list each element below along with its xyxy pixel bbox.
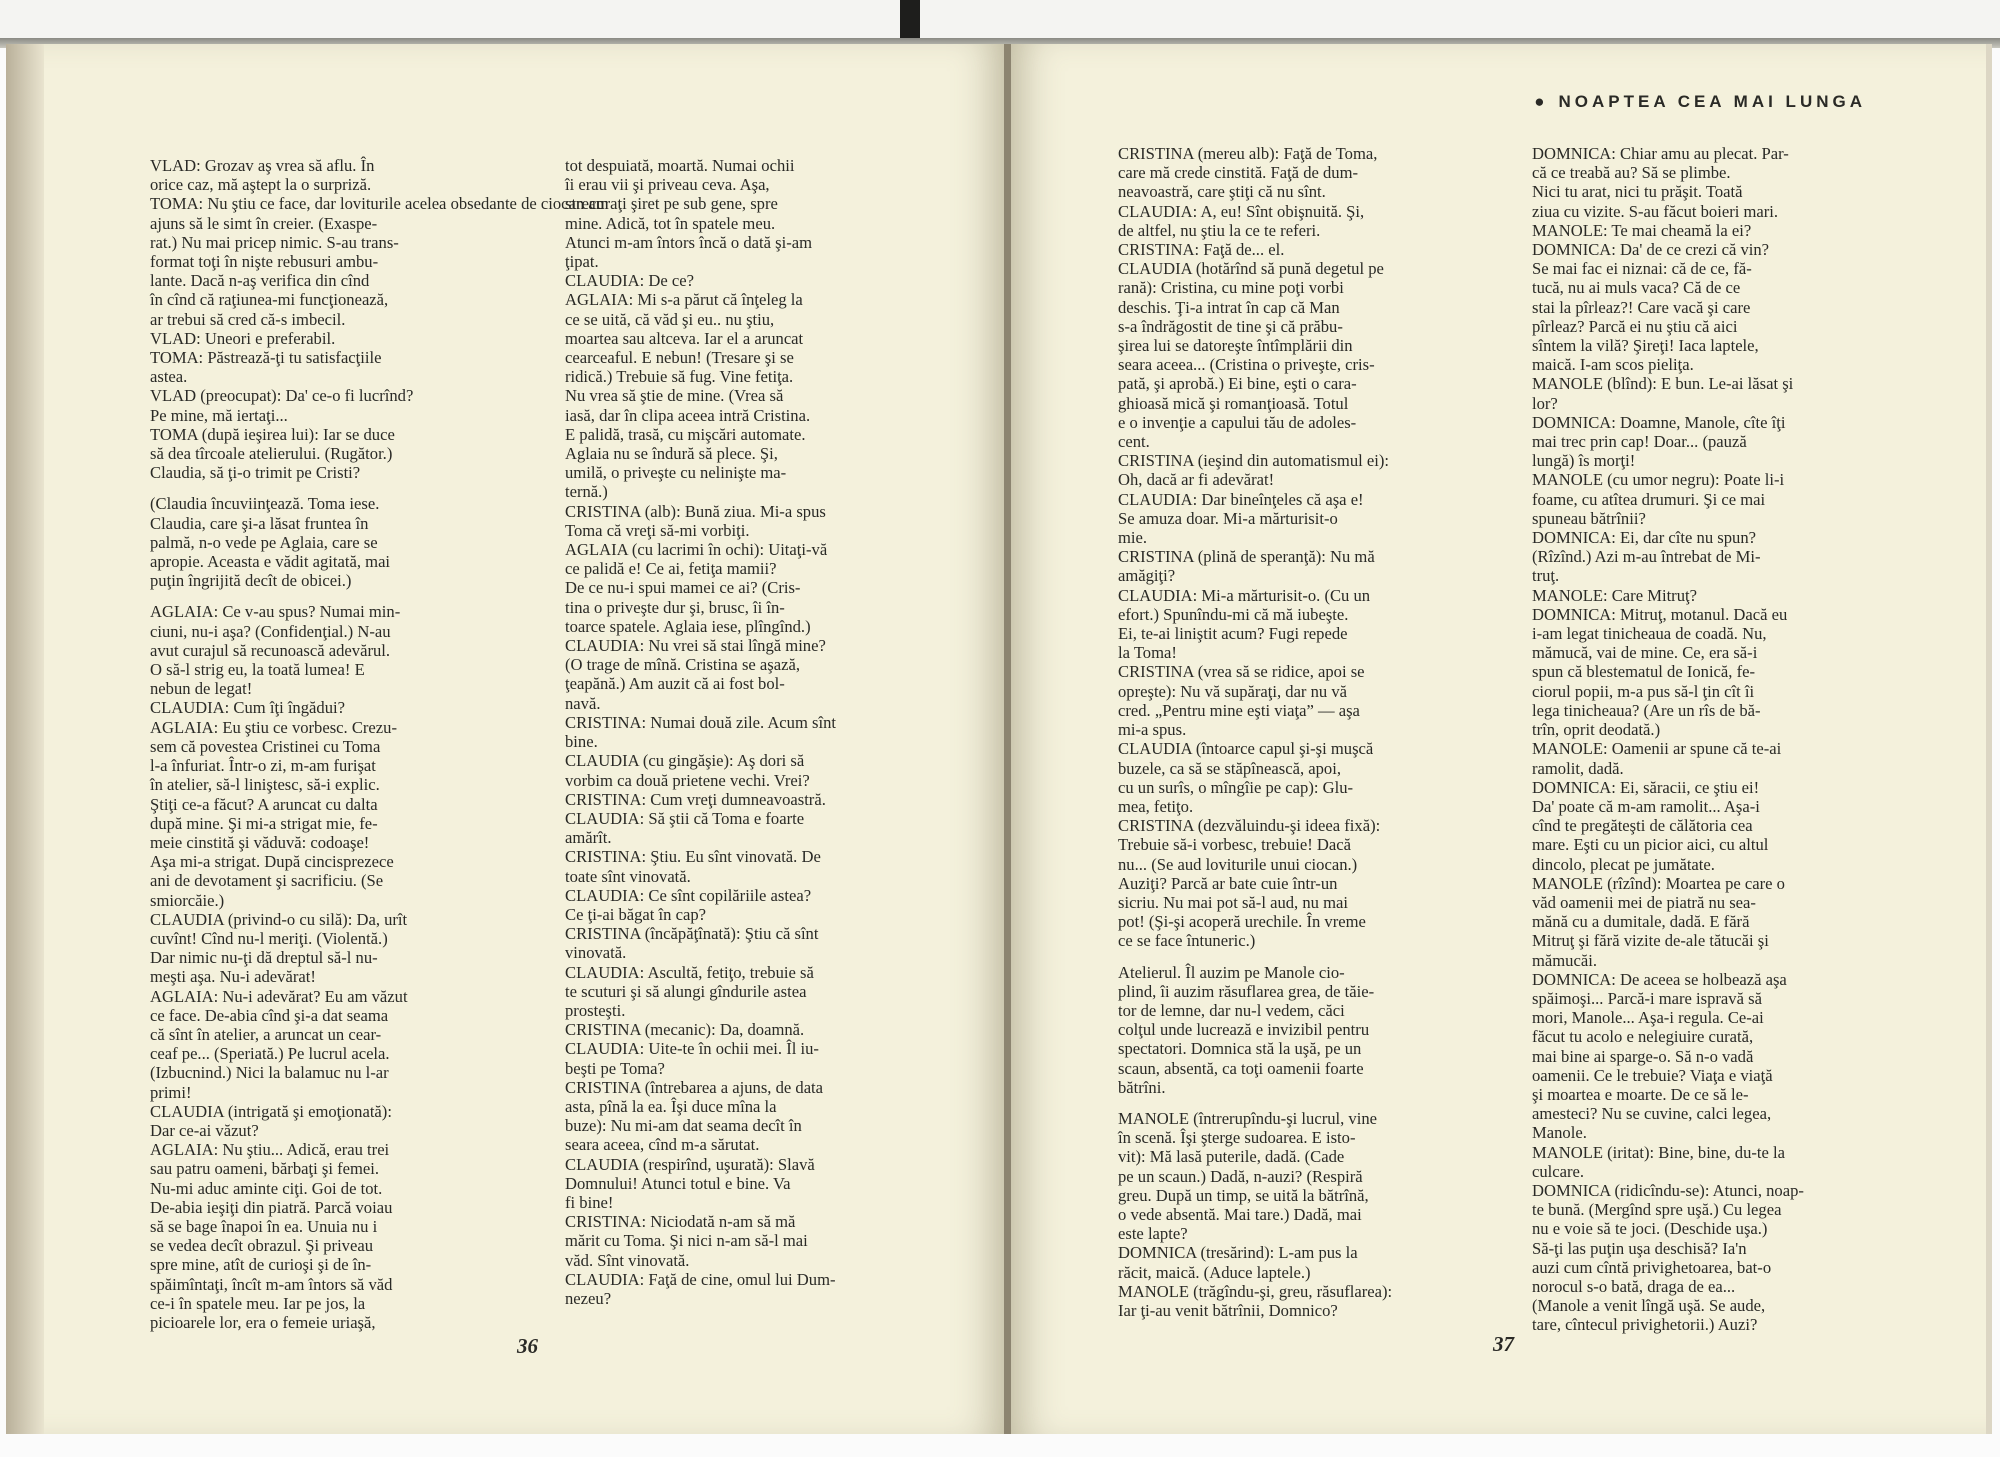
text-line: avut curajul să recunoască adevărul. — [150, 640, 391, 660]
text-line: trîn, oprit deodată.) — [1532, 720, 1661, 740]
text-line: DOMNICA: Da' de ce crezi că vin? — [1532, 240, 1770, 260]
text-line: foame, cu atîtea drumuri. Şi ce mai — [1532, 489, 1766, 509]
text-line: CRISTINA: Niciodată n-am să mă — [565, 1212, 796, 1232]
text-line: mărit cu Toma. Şi nici n-am să-l mai — [565, 1231, 808, 1251]
text-line: CLAUDIA: Mi-a mărturisit-o. (Cu un — [1118, 585, 1371, 605]
text-line: bine. — [565, 732, 598, 752]
text-line: te bună. (Mergînd spre uşă.) Cu legea — [1532, 1200, 1782, 1220]
text-line: rană): Cristina, cu mine poţi vorbi — [1118, 278, 1344, 298]
text-line: Ştiţi ce-a făcut? A aruncat cu dalta — [150, 794, 378, 814]
text-line: mea, fetiţo. — [1118, 796, 1194, 816]
text-line: o vede absentă. Mai tare.) Dadă, mai — [1118, 1204, 1362, 1224]
text-line: primi! — [150, 1082, 192, 1102]
text-line: i-am legat tinicheaua de coadă. Nu, — [1532, 624, 1767, 644]
text-line: AGLAIA: Ce v-au spus? Numai min- — [150, 602, 401, 622]
text-line: care mă crede cinstită. Faţă de dum- — [1118, 163, 1359, 183]
text-line: stai la pîrleaz?! Care vacă şi care — [1532, 297, 1751, 317]
text-line: tor de lemne, dar nu-l vedem, căci — [1118, 1000, 1345, 1020]
text-line: ar trebui să cred că-s imbecil. — [150, 309, 346, 329]
text-line: smiorcăie.) — [150, 890, 225, 910]
text-line: seara aceea, cînd m-a sărutat. — [565, 1135, 760, 1155]
text-line: ce palidă e! Ce ai, fetiţa mamii? — [565, 559, 777, 579]
left-page-column-2 — [565, 156, 925, 1308]
text-line: opreşte): Nu vă supăraţi, dar nu vă — [1118, 681, 1348, 701]
text-line: mi-a spus. — [1118, 720, 1187, 740]
text-line: meie cinstită şi văduvă: codoaşe! — [150, 832, 370, 852]
text-line: sicriu. Nu mai pot să-l aud, nu mai — [1118, 892, 1348, 912]
text-line: meşti aşa. Nu-i adevărat! — [150, 967, 316, 987]
text-line: cent. — [1118, 432, 1150, 452]
text-line: CLAUDIA: De ce? — [565, 271, 695, 291]
text-line: Nu-mi aduc aminte ciţi. Goi de tot. — [150, 1178, 383, 1198]
text-line: buze): Nu mi-am dat seama decît în — [565, 1116, 802, 1136]
text-line: AGLAIA: Nu-i adevărat? Eu am văzut — [150, 986, 408, 1006]
text-line: DOMNICA: Doamne, Manole, cîte îţi — [1532, 412, 1786, 432]
text-line: lor? — [1532, 393, 1558, 413]
text-line: la Toma! — [1118, 643, 1177, 663]
text-line: CLAUDIA (hotărînd să pună degetul pe — [1118, 259, 1384, 279]
text-line: Claudia, care şi-a lăsat fruntea în — [150, 513, 369, 533]
text-line: l-a înfuriat. Într-o zi, m-am furişat — [150, 756, 376, 776]
text-line: culcare. — [1532, 1161, 1585, 1181]
text-line: spuneau bătrînii? — [1532, 508, 1646, 528]
text-line: TOMA: Nu ştiu ce face, dar loviturile acelea obsedante de ciocan am — [150, 194, 609, 214]
text-line: cu un surîs, o mîngîie pe cap): Glu- — [1118, 777, 1354, 797]
text-line: VLAD: Grozav aş vrea să aflu. În — [150, 156, 375, 175]
text-line: Dar nimic nu-ţi dă dreptul să-l nu- — [150, 948, 378, 968]
text-line: spre mine, atît de curioşi şi de în- — [150, 1255, 372, 1275]
text-line: Claudia, să ţi-o trimit pe Cristi? — [150, 463, 361, 483]
text-line: (Izbucnind.) Nici la balamuc nu l-ar — [150, 1063, 389, 1083]
text-line: buzele, ca să se stăpînească, apoi, — [1118, 758, 1341, 778]
text-line: cred. „Pentru mine eşti viaţa” — aşa — [1118, 700, 1360, 720]
text-line: colţul unde lucrează e invizibil pentru — [1118, 1020, 1370, 1040]
text-line: CRISTINA (dezvăluindu-şi ideea fixă): — [1118, 816, 1381, 836]
text-line: De-abia ieşiţi din piatră. Parcă voiau — [150, 1197, 393, 1217]
text-line: CLAUDIA: A, eu! Sînt obişnuită. Şi, — [1118, 201, 1365, 221]
text-line: tina o priveşte dur şi, brusc, îi în- — [565, 597, 785, 617]
text-line: CRISTINA (vrea să se ridice, apoi se — [1118, 662, 1365, 682]
text-line: Manole. — [1532, 1123, 1587, 1143]
text-line: CLAUDIA: Ce sînt copilăriile astea? — [565, 885, 812, 905]
text-line: nebun de legat! — [150, 679, 253, 699]
text-line: strecuraţi şiret pe sub gene, spre — [565, 194, 778, 214]
text-line: palmă, n-o vede pe Aglaia, care se — [150, 532, 378, 552]
text-line: MANOLE: Care Mitruţ? — [1532, 585, 1697, 605]
text-line: sîntem la vilă? Şireţi! Iaca laptele, — [1532, 336, 1759, 356]
text-line: spăimoşi... Parcă-i mare ispravă să — [1532, 988, 1762, 1008]
text-line: maică. I-am scos pieliţa. — [1532, 355, 1694, 375]
text-line: apropie. Aceasta e vădit agitată, mai — [150, 552, 391, 572]
text-line: O să-l strig eu, la toată lumea! E — [150, 660, 365, 680]
text-line: iasă, dar în clipa aceea intră Cristina. — [565, 405, 811, 425]
text-line: în cînd că raţiunea-mi funcţionează, — [150, 290, 389, 310]
text-line: seara aceea... (Cristina o priveşte, cris- — [1118, 355, 1375, 375]
text-line: ţeapănă.) Am auzit că ai fost bol- — [565, 674, 785, 694]
text-line: format toţi în nişte rebusuri ambu- — [150, 252, 379, 272]
text-line: astea. — [150, 367, 188, 387]
text-line: Domnului! Atunci totul e bine. Va — [565, 1173, 791, 1193]
text-line: Pe mine, mă iertaţi... — [150, 405, 288, 425]
page-number-left: 36 — [517, 1334, 538, 1358]
text-line: Auziţi? Parcă ar bate cuie într-un — [1118, 873, 1338, 893]
text-line: văd oamenii mei de piatră nu sea- — [1532, 892, 1756, 912]
text-line: toarce spatele. Aglaia iese, plîngînd.) — [565, 616, 811, 636]
text-line: DOMNICA (tresărind): L-am pus la — [1118, 1243, 1358, 1263]
text-line: vinovată. — [565, 943, 627, 963]
text-line: CRISTINA (întrebarea a ajuns, de data — [565, 1077, 824, 1097]
text-line: ternă.) — [565, 482, 608, 502]
book-spine — [1004, 44, 1011, 1434]
text-line: norocul s-o bată, draga de ea... — [1532, 1276, 1736, 1296]
text-line: că ce treabă au? Să se plimbe. — [1532, 163, 1731, 183]
text-line: DOMNICA: Chiar amu au plecat. Par- — [1532, 144, 1789, 163]
text-line: de altfel, nu ştiu la ce te referi. — [1118, 220, 1321, 240]
text-line: VLAD: Uneori e preferabil. — [150, 328, 336, 348]
text-line: CLAUDIA (întoarce capul şi-şi muşcă — [1118, 739, 1374, 759]
text-line: truţ. — [1532, 566, 1560, 586]
text-line: şi moartea e moarte. De ce să le- — [1532, 1084, 1749, 1104]
text-line: efort.) Spunîndu-mi că mă iubeşte. — [1118, 604, 1349, 624]
text-line: Ei, te-ai liniştit acum? Fugi repede — [1118, 624, 1348, 644]
text-line: CLAUDIA: Dar bineînţeles că aşa e! — [1118, 489, 1364, 509]
text-line: se vedea decît obrazul. Şi priveau — [150, 1236, 374, 1256]
text-line: CLAUDIA: Nu vrei să stai lîngă mine? — [565, 636, 826, 656]
text-line: rat.) Nu mai pricep nimic. S-au trans- — [150, 232, 399, 252]
text-line: cînd te pregăteşti de călătoria cea — [1532, 816, 1753, 836]
text-line: nu e voie să te joci. (Deschide uşa.) — [1532, 1219, 1768, 1239]
text-line: lante. Dacă n-aş verifica din cînd — [150, 271, 370, 291]
right-page-column-1 — [1118, 144, 1488, 1320]
text-line: picioarele lor, era o femeie uriaşă, — [150, 1312, 376, 1332]
text-line: Toma că vreţi să-mi vorbiţi. — [565, 520, 750, 540]
text-line: CRISTINA (ieşind din automatismul ei): — [1118, 451, 1390, 471]
text-line: Ce ţi-ai băgat în cap? — [565, 904, 706, 924]
text-line: scaun, absentă, ca toţi oamenii foarte — [1118, 1058, 1364, 1078]
text-line: De ce nu-i spui mamei ce ai? (Cris- — [565, 578, 801, 598]
text-line: AGLAIA: Eu ştiu ce vorbesc. Crezu- — [150, 717, 397, 737]
text-line: toate sînt vinovată. — [565, 866, 691, 886]
text-line: ziua cu vizite. S-au făcut boieri mari. — [1532, 201, 1779, 221]
text-line: mare. Eşti cu un picior aici, cu altul — [1532, 835, 1769, 855]
text-line: Nu vrea să ştie de mine. (Vrea să — [565, 386, 784, 406]
text-line: oamenii. Ce le trebuie? Viaţa e viaţă — [1532, 1065, 1773, 1085]
text-line: AGLAIA (cu lacrimi în ochi): Uitaţi-vă — [565, 540, 828, 560]
text-line: mai trec prin cap! Doar... (pauză — [1532, 432, 1747, 452]
spacer — [150, 590, 510, 602]
text-line: asta, pînă la ea. Îşi duce mîna la — [565, 1096, 777, 1116]
text-line: CLAUDIA: Faţă de cine, omul lui Dum- — [565, 1269, 836, 1289]
text-line: moartea sau altceva. Iar el a aruncat — [565, 328, 804, 348]
text-line: MANOLE (cu umor negru): Poate li-i — [1532, 470, 1785, 490]
text-line: Da' poate că m-am ramolit... Aşa-i — [1532, 796, 1760, 816]
text-line: pîrleaz? Parcă ei nu ştiu că aici — [1532, 316, 1738, 336]
text-line: CRISTINA (mecanic): Da, doamnă. — [565, 1020, 805, 1040]
text-line: ramolit, dadă. — [1532, 758, 1624, 778]
text-line: amărît. — [565, 828, 612, 848]
running-header-title: NOAPTEA CEA MAI LUNGA — [1558, 92, 1866, 111]
text-line: să dea tîrcoale atelierului. (Rugător.) — [150, 444, 393, 464]
text-line: Nici tu arat, nici tu prăşit. Toată — [1532, 182, 1743, 202]
text-line: CRISTINA (alb): Bună ziua. Mi-a spus — [565, 501, 826, 521]
page-number-right: 37 — [1493, 1332, 1514, 1356]
text-line: lungă) îs morţi! — [1532, 451, 1636, 471]
text-line: CRISTINA: Faţă de... el. — [1118, 240, 1285, 260]
text-line: sem că povestea Cristinei cu Toma — [150, 736, 381, 756]
text-line: DOMNICA: Ei, săracii, ce ştiu ei! — [1532, 777, 1760, 797]
text-line: Iar ţi-au venit bătrînii, Domnico? — [1118, 1300, 1338, 1320]
scanner-corner-mark — [900, 0, 920, 42]
text-line: (O trage de mînă. Cristina se aşază, — [565, 655, 800, 675]
text-line: cuvînt! Cînd nu-l meriţi. (Violentă.) — [150, 928, 388, 948]
text-line: CLAUDIA: Ascultă, fetiţo, trebuie să — [565, 962, 814, 982]
text-line: că sînt în atelier, a aruncat un cear- — [150, 1024, 382, 1044]
text-line: TOMA (după ieşirea lui): Iar se duce — [150, 424, 395, 444]
text-line: Se mai fac ei niznai: că de ce, fă- — [1532, 259, 1752, 279]
text-line: Oh, dacă ar fi adevărat! — [1118, 470, 1275, 490]
text-line: beşti pe Toma? — [565, 1058, 665, 1078]
bullet-icon: ● — [1534, 92, 1549, 111]
text-line: Mitruţ şi fără vizite de-ale tătucăi şi — [1532, 931, 1769, 951]
text-line: ţipat. — [565, 252, 599, 272]
text-line: MANOLE (iritat): Bine, bine, du-te la — [1532, 1142, 1785, 1162]
text-line: DOMNICA: Mitruţ, motanul. Dacă eu — [1532, 604, 1788, 624]
text-line: ce se uită, că văd şi eu.. nu ştiu, — [565, 309, 775, 329]
text-line: pot! (Şi-şi acoperă urechile. În vreme — [1118, 912, 1366, 932]
text-line: ghioasă mică şi romanţioasă. Totul — [1118, 393, 1349, 413]
spacer — [1118, 1097, 1488, 1109]
text-line: auzi cum cîntă privighetoarea, bat-o — [1532, 1257, 1772, 1277]
text-line: MANOLE (trăgîndu-şi, greu, răsuflarea): — [1118, 1281, 1393, 1301]
running-header — [1534, 92, 1866, 112]
text-line: în atelier, să-l liniştesc, să-i explic. — [150, 775, 380, 795]
text-line: (Claudia încuviinţează. Toma iese. — [150, 494, 380, 514]
text-line: AGLAIA: Mi s-a părut că înţeleg la — [565, 290, 803, 310]
text-line: este lapte? — [1118, 1224, 1188, 1244]
text-line: Trebuie să-i vorbesc, trebuie! Dacă — [1118, 835, 1351, 855]
text-line: E palidă, trasă, cu mişcări automate. — [565, 424, 806, 444]
text-line: mori, Manole... Aşa-i regula. Ce-ai — [1532, 1008, 1764, 1028]
text-line: pată, şi aprobă.) Ei bine, eşti o cara- — [1118, 374, 1357, 394]
text-line: îi erau vii şi priveau ceva. Aşa, — [565, 175, 770, 195]
text-line: amăgiţi? — [1118, 566, 1176, 586]
text-line: să se bage înapoi în ea. Unuia nu i — [150, 1216, 378, 1236]
text-line: umilă, o priveşte cu nelinişte ma- — [565, 463, 787, 483]
text-line: mine. Adică, tot în spatele meu. — [565, 213, 776, 233]
text-line: CLAUDIA (cu gingăşie): Aş dori să — [565, 751, 805, 771]
text-line: răcit, maică. (Aduce laptele.) — [1118, 1262, 1311, 1282]
text-line: prosteşti. — [565, 1000, 626, 1020]
text-line: în scenă. Îşi şterge sudoarea. E isto- — [1118, 1128, 1356, 1148]
left-page — [44, 44, 1004, 1434]
text-line: tot despuiată, moartă. Numai ochii — [565, 156, 795, 175]
text-line: Atelierul. Îl auzim pe Manole cio- — [1118, 962, 1345, 982]
text-line: navă. — [565, 693, 601, 713]
text-line: văd. Sînt vinovată. — [565, 1250, 690, 1270]
text-line: dincolo, plecat pe jumătate. — [1532, 854, 1715, 874]
text-line: CLAUDIA: Cum îţi îngădui? — [150, 698, 345, 718]
text-line: ajuns să le simt în creier. (Exaspe- — [150, 213, 378, 233]
text-line: mie. — [1118, 528, 1148, 548]
text-line: Atunci m-am întors încă o dată şi-am — [565, 232, 812, 252]
text-line: ciuni, nu-i aşa? (Confidenţial.) N-au — [150, 621, 391, 641]
text-line: (Manole a venit lîngă uşă. Se aude, — [1532, 1296, 1766, 1316]
text-line: deschis. Ţi-a intrat în cap că Man — [1118, 297, 1340, 317]
text-line: spăimîntaţi, încît m-am întors să văd — [150, 1274, 393, 1294]
text-line: CLAUDIA: Uite-te în ochii mei. Îl iu- — [565, 1039, 819, 1059]
text-line: spun că blestematul de Ionică, fe- — [1532, 662, 1756, 682]
text-line: MANOLE: Te mai cheamă la ei? — [1532, 220, 1752, 240]
text-line: Aglaia nu se îndură să plece. Şi, — [565, 444, 778, 464]
text-line: MANOLE (întrerupîndu-şi lucrul, vine — [1118, 1108, 1377, 1128]
text-line: tare, cîntecul privighetorii.) Auzi? — [1532, 1315, 1758, 1335]
text-line: ce-i în spatele meu. Iar pe jos, la — [150, 1293, 366, 1313]
text-line: te scuturi şi să alungi gîndurile astea — [565, 981, 807, 1001]
text-line: Aşa mi-a strigat. După cincisprezece — [150, 852, 394, 872]
text-line: ridică.) Trebuie să fug. Vine fetiţa. — [565, 367, 794, 387]
text-line: Să-ţi las puţin uşa deschisă? Ia'n — [1532, 1238, 1747, 1258]
text-line: CLAUDIA (intrigată şi emoţionată): — [150, 1101, 392, 1121]
text-line: mănă cu a dumitale, dadă. E fără — [1532, 912, 1750, 932]
book-left-edge — [6, 44, 44, 1434]
text-line: Se amuza doar. Mi-a mărturisit-o — [1118, 508, 1338, 528]
text-line: tucă, nu ai muls vaca? Că de ce — [1532, 278, 1741, 298]
text-line: fi bine! — [565, 1192, 614, 1212]
text-line: AGLAIA: Nu ştiu... Adică, erau trei — [150, 1140, 390, 1160]
text-line: orice caz, mă aştept la o surpriză. — [150, 175, 372, 195]
text-line: neavoastră, care ştiţi că nu sînt. — [1118, 182, 1326, 202]
text-line: spectatori. Domnica stă la uşă, pe un — [1118, 1039, 1362, 1059]
text-line: CLAUDIA (respirînd, uşurată): Slavă — [565, 1154, 815, 1174]
text-line: amesteci? Nu se cuvine, calci legea, — [1532, 1104, 1772, 1124]
text-line: vorbim ca două prietene vechi. Vrei? — [565, 770, 810, 790]
right-page-column-2 — [1532, 144, 1902, 1335]
text-line: CRISTINA: Numai două zile. Acum sînt — [565, 712, 837, 732]
text-line: vit): Mă lasă puterile, dadă. (Cade — [1118, 1147, 1345, 1167]
text-line: ani de devotament şi sacrificiu. (Se — [150, 871, 384, 891]
text-line: plind, îi auzim răsuflarea grea, de tăie- — [1118, 981, 1375, 1001]
text-line: pe un scaun.) Dadă, n-auzi? (Respiră — [1118, 1166, 1363, 1186]
text-line: mai bine ai sparge-o. Să n-o vadă — [1532, 1046, 1754, 1066]
text-line: ce face. De-abia cînd şi-a dat seama — [150, 1005, 389, 1025]
text-line: TOMA: Păstrează-ţi tu satisfacţiile — [150, 348, 382, 368]
text-line: CRISTINA: Ştiu. Eu sînt vinovată. De — [565, 847, 821, 867]
text-line: CLAUDIA (privind-o cu silă): Da, urît — [150, 909, 408, 929]
text-line: DOMNICA (ridicîndu-se): Atunci, noap- — [1532, 1180, 1804, 1200]
text-line: ce se face întuneric.) — [1118, 931, 1256, 951]
text-line: lega tinicheaua? (Are un rîs de bă- — [1532, 700, 1761, 720]
text-line: CRISTINA (mereu alb): Faţă de Toma, — [1118, 144, 1378, 163]
spacer — [1118, 951, 1488, 963]
text-line: s-a îndrăgostit de tine şi că prăbu- — [1118, 316, 1343, 336]
text-line: şirea lui se datoreşte întîmplării din — [1118, 336, 1353, 356]
text-line: DOMNICA: Ei, dar cîte nu spun? — [1532, 528, 1756, 548]
text-line: făcut tu acolo e nelegiuire curată, — [1532, 1027, 1754, 1047]
text-line: DOMNICA: De aceea se holbează aşa — [1532, 969, 1787, 989]
text-line: ceaf pe... (Speriată.) Pe lucrul acela. — [150, 1044, 390, 1064]
text-line: mămucăi. — [1532, 950, 1597, 970]
text-line: CRISTINA (încăpăţînată): Ştiu că sînt — [565, 924, 819, 944]
text-line: nezeu? — [565, 1288, 612, 1308]
spacer — [150, 482, 510, 494]
text-line: VLAD (preocupat): Da' ce-o fi lucrînd? — [150, 386, 414, 406]
text-line: CLAUDIA: Să ştii că Toma e foarte — [565, 808, 805, 828]
text-line: MANOLE: Oamenii ar spune că te-ai — [1532, 739, 1782, 759]
text-line: sau patru oameni, bărbaţi şi femei. — [150, 1159, 380, 1179]
text-line: MANOLE (rîzînd): Moartea pe care o — [1532, 873, 1785, 893]
open-book — [6, 44, 1992, 1434]
text-line: ciorul popii, m-a pus să-l ţin cît îi — [1532, 681, 1755, 701]
text-line: după mine. Şi mi-a strigat mie, fe- — [150, 813, 378, 833]
text-line: mămucă, vai de mine. Ce, era să-i — [1532, 643, 1758, 663]
right-page — [1011, 44, 1986, 1434]
text-line: nu... (Se aud loviturile unui ciocan.) — [1118, 854, 1358, 874]
text-line: CRISTINA: Cum vreţi dumneavoastră. — [565, 789, 826, 809]
text-line: bătrîni. — [1118, 1077, 1166, 1097]
text-line: greu. După un timp, se uită la bătrînă, — [1118, 1185, 1369, 1205]
text-line: e o invenţie a capului tău de adoles- — [1118, 412, 1357, 432]
text-line: cearceaful. E nebun! (Tresare şi se — [565, 348, 794, 368]
text-line: CRISTINA (plină de speranţă): Nu mă — [1118, 547, 1375, 567]
text-line: (Rîzînd.) Azi m-au întrebat de Mi- — [1532, 547, 1761, 567]
text-line: MANOLE (blînd): E bun. Le-ai lăsat şi — [1532, 374, 1794, 394]
text-line: Dar ce-ai văzut? — [150, 1120, 259, 1140]
text-line: puţin îngrijită decît de obicei.) — [150, 571, 352, 591]
